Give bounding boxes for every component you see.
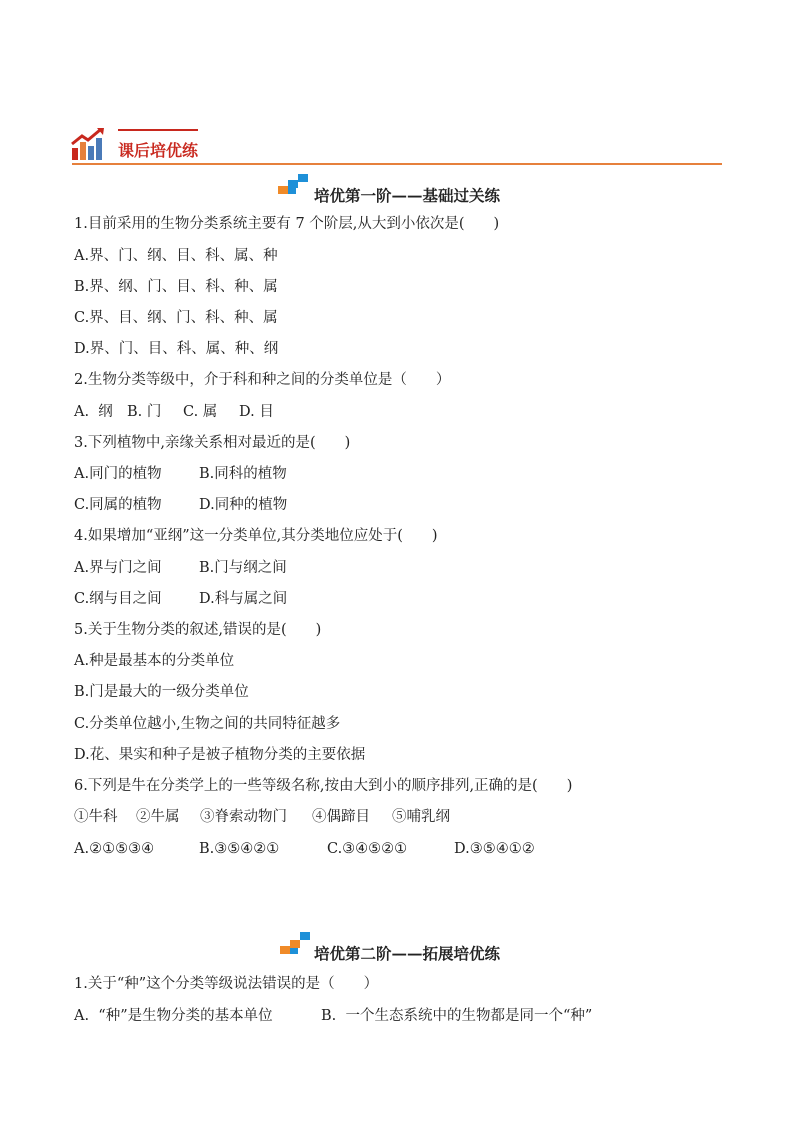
- option: A.种是最基本的分类单位: [74, 653, 235, 669]
- option: D.③⑤④①②: [454, 841, 535, 857]
- question-stem: 2.生物分类等级中，介于科和种之间的分类单位是（ ）: [74, 372, 451, 388]
- section-title-1: 培优第一阶——基础过关练: [314, 186, 501, 205]
- option: C.界、目、纲、门、科、种、属: [74, 310, 278, 326]
- option: A.界与门之间: [74, 560, 162, 576]
- option: C.纲与目之间: [74, 591, 162, 607]
- option: B.门是最大的一级分类单位: [74, 684, 249, 700]
- question-stem: 3.下列植物中,亲缘关系相对最近的是( ): [74, 435, 351, 451]
- option: A. 纲: [74, 404, 113, 420]
- list-item: ⑤哺乳纲: [392, 809, 450, 825]
- option: A.②①⑤③④: [74, 841, 155, 857]
- option: B.门与纲之间: [199, 560, 287, 576]
- option: C.同属的植物: [74, 497, 162, 513]
- option: C.分类单位越小,生物之间的共同特征越多: [74, 716, 341, 732]
- list-item: ④偶蹄目: [312, 809, 370, 825]
- stair-blocks-icon: [278, 930, 312, 956]
- question-stem: 6.下列是牛在分类学上的一些等级名称,按由大到小的顺序排列,正确的是( ): [74, 778, 573, 794]
- option: B.同科的植物: [199, 466, 287, 482]
- option: B. 门: [127, 404, 162, 420]
- stair-blocks-icon: [276, 172, 310, 196]
- question-stem: 4.如果增加“亚纲”这一分类单位,其分类地位应处于( ): [74, 528, 438, 544]
- header-top-line: [118, 129, 198, 131]
- header-title: 课后培优练: [118, 141, 199, 160]
- option: D.科与属之间: [199, 591, 288, 607]
- option: A.界、门、纲、目、科、属、种: [74, 248, 278, 264]
- question-stem: 1.目前采用的生物分类系统主要有 7 个阶层,从大到小依次是( ): [74, 216, 500, 232]
- question-stem: 1.关于“种”这个分类等级说法错误的是（ ）: [74, 976, 379, 992]
- option: B. 一个生态系统中的生物都是同一个“种”: [321, 1008, 593, 1024]
- option: A.同门的植物: [74, 466, 162, 482]
- option: D.同种的植物: [199, 497, 288, 513]
- option: B.③⑤④②①: [199, 841, 280, 857]
- option: B.界、纲、门、目、科、种、属: [74, 279, 278, 295]
- question-stem: 5.关于生物分类的叙述,错误的是( ): [74, 622, 322, 638]
- option: D.花、果实和种子是被子植物分类的主要依据: [74, 747, 366, 763]
- option: D.界、门、目、科、属、种、纲: [74, 341, 279, 357]
- rising-bar-chart-icon: [70, 126, 110, 162]
- header-divider: [72, 163, 722, 165]
- list-item: ②牛属: [136, 809, 180, 825]
- option: D. 目: [239, 404, 274, 420]
- list-item: ①牛科: [74, 809, 118, 825]
- section-title-2: 培优第二阶——拓展培优练: [314, 944, 501, 963]
- option: C.③④⑤②①: [327, 841, 408, 857]
- list-item: ③脊索动物门: [200, 809, 287, 825]
- option: A. “种”是生物分类的基本单位: [74, 1008, 273, 1024]
- option: C. 属: [183, 404, 218, 420]
